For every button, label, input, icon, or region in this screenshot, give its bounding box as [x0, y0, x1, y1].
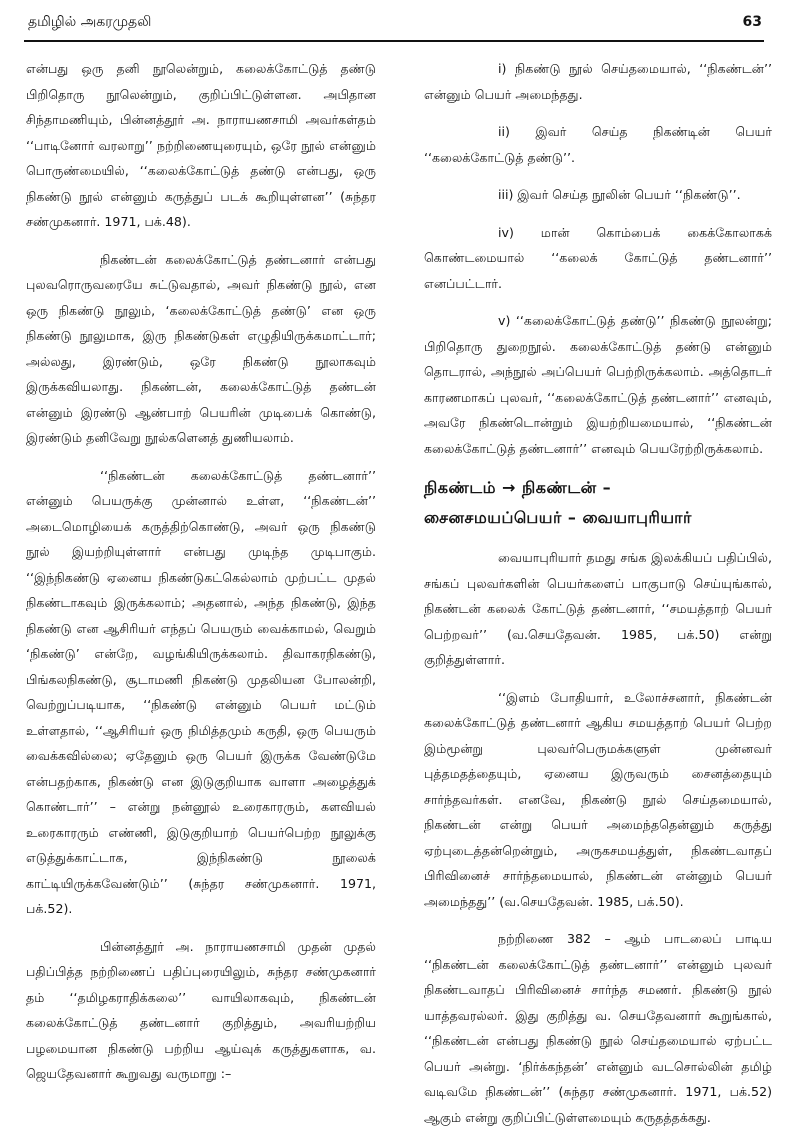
list-item-i: i) நிகண்டு நூல் செய்தமையால், ‘‘நிகண்டன்’’ என்னும் பெயர் அமைந்தது. [424, 61, 772, 102]
right-column [424, 56, 772, 1142]
section-heading-line-1: நிகண்டம் → நிகண்டன் – [424, 478, 612, 497]
section-heading-line-2: சைனசமயப்பெயர் – வையாபுரியார் [424, 508, 692, 527]
paragraph: நிகண்டன் கலைக்கோட்டுத் தண்டனார் என்பது புலவரொருவரையே சுட்டுவதால், அவர் நிகண்டு நூல், என ஒரு நிகண்டு நூலும், ‘கலைக்கோட்டுத் தண்டு’ என ஒரு நிகண்டு நூலுமாக, இரு நிகண்டுகள் எழுதியிருக்கமாட்டார்; அல்லது, இரண்டும், ஒரே நிகண்டு நூலாகவும் இருக்கவியலாது. நிகண்டன், கலைக்கோட்டுத் தண்டன் என்னும் இரண்டு ஆண்பாற் பெயரின் முடிபைக் கொண்டு, இரண்டும் தனிவேறு நூல்களெனத் துணியலாம். [26, 251, 376, 445]
page-header [24, 8, 764, 42]
paragraph: பின்னத்தூர் அ. நாராயணசாமி முதன் முதல் பதிப்பித்த நற்றிணைப் பதிப்புரையிலும், சுந்தர சண்முகனார் தம் ‘‘தமிழகராதிக்கலை’’ வாயிலாகவும், நிகண்டன் கலைக்கோட்டுத் தண்டனார் குறித்தும், அவரியற்றிய பழமையான நிகண்டு பற்றிய ஆய்வுக் கருத்துகளாக, வ. ஜெயதேவனார் கூறுவது வருமாறு :– [26, 938, 376, 1081]
paragraph-quote: ‘‘இளம் போதியார், உலோச்சனார், நிகண்டன் கலைக்கோட்டுத் தண்டனார் ஆகிய சமயத்தாற் பெயர் பெற்ற இம்மூன்று புலவர்பெருமக்களுள் முன்னவர் புத்தமதத்தையும், ஏனைய இருவரும் சைனத்தையும் சார்ந்தவர்கள். எனவே, நிகண்டு நூல் செய்தமையால், நிகண்டன் என்று பெயர் அமைந்ததென்னும் கருத்து ஏற்புடைத்தன்றென்றும், அருகசமயத்துள், நிகண்டவாதப் பிரிவினைச் சார்ந்தமையால், நிகண்டன் என்னும் பெயர் அமைந்தது’’ (வ.செயதேவன். 1985, பக்.50). [424, 689, 772, 909]
paragraph: ‘‘நிகண்டன் கலைக்கோட்டுத் தண்டனார்’’ என்னும் பெயருக்கு முன்னால் உள்ள, ‘‘நிகண்டன்’’ அடைமொழியைக் கருத்திற்கொண்டு, அவர் ஒரு நிகண்டு நூல் இயற்றியுள்ளார் என்பது முடிந்த முடிபாகும். ‘‘இந்நிகண்டு ஏனைய நிகண்டுகட்கெல்லாம் முற்பட்ட முதல் நிகண்டாகவும் இருக்கலாம்; அதனால், அந்த நிகண்டு, இந்த நிகண்டு என ஆசிரியர் எந்தப் பெயரும் வைக்காமல், வெறும் ‘நிகண்டு’ என்றே, வழங்கியிருக்கலாம். திவாகரநிகண்டு, பிங்கலநிகண்டு, சூடாமணி நிகண்டு முதலியன போலன்றி, வெற்றுப்படியாக, ‘‘நிகண்டு என்னும் பெயர் மட்டும் உள்ளதால், ‘‘ஆசிரியர் ஒரு நிமித்தமும் கருதி, ஒரு பெயரும் வைக்கவில்லை; ஏதேனும் ஒரு பெயர் இருக்க வேண்டுமே என்பதற்காக, நிகண்டு என இடுகுறியாக வாளா அழைத்துக் கொண்டார்’’ – என்று நன்னூல் உரைகாரரும், களவியல் உரைகாரரும் எண்ணி, இடுகுறியாற் பெயர்பெற்ற நூலுக்கு எடுத்துக்காட்டாக, இந்நிகண்டு நூலைக் காட்டியிருக்கவேண்டும்’’ (சுந்தர சண்முகனார். 1971, பக்.52). [26, 467, 376, 916]
paragraph-continuation: என்பது ஒரு தனி நூலென்றும், கலைக்கோட்டுத் தண்டு பிறிதொரு நூலென்றும், குறிப்பிட்டுள்ளன. அபிதான சிந்தாமணியும், பின்னத்தூர் அ. நாராயணசாமி அவர்கள்தம் ‘‘பாடினோர் வரலாறு’’ நற்றிணையுரையும், ஒரே நூல் என்னும் பொருண்மையில், ‘‘கலைக்கோட்டுத் தண்டு என்பது, ஒரு நிகண்டு நூல் என்னும் கருத்துப் படக் கூறியுள்ளன’’ (சுந்தர சண்முகனார். 1971, பக்.48). [26, 61, 376, 229]
section-heading [424, 473, 772, 533]
list-item-iii: iii) இவர் செய்த நூலின் பெயர் ‘‘நிகண்டு’’. [498, 187, 741, 202]
running-title: தமிழில் அகரமுதலி [28, 14, 152, 30]
list-item-iv: iv) மான் கொம்பைக் கைக்கோலாகக் கொண்டமையால் ‘‘கலைக் கோட்டுத் தண்டனார்’’ எனப்பட்டார். [424, 224, 772, 291]
list-item-ii: ii) இவர் செய்த நிகண்டின் பெயர் ‘‘கலைக்கோட்டுத் தண்டு’’. [424, 124, 772, 165]
list-item-v: v) ‘‘கலைக்கோட்டுத் தண்டு’’ நிகண்டு நூலன்று; பிறிதொரு துறைநூல். கலைக்கோட்டுத் தண்டு என்னும் தொடரால், அந்நூல் அப்பெயர் பெற்றிருக்கலாம். அத்தொடர் காரணமாகப் புலவர், ‘‘கலைக்கோட்டுத் தண்டனார்’’ எனவும், அவரே நிகண்டொன்றும் இயற்றியமையால், ‘‘நிகண்டன் கலைக்கோட்டுத் தண்டனார்’’ எனவும் பெயரேற்றிருக்கலாம். [424, 313, 772, 456]
left-column [26, 56, 376, 1099]
page-number: 63 [742, 14, 762, 30]
paragraph: நற்றிணை 382 – ஆம் பாடலைப் பாடிய ‘‘நிகண்டன் கலைக்கோட்டுத் தண்டனார்’’ என்னும் புலவர் நிகண்டவாதப் பிரிவினைச் சார்ந்த சமணர். நிகண்டு நூல் யாத்தவரல்லர். இது குறித்து வ. செயதேவனார் கூறுங்கால், ‘‘நிகண்டன் என்பது நிகண்டு நூல் செய்தமையால் ஏற்பட்ட பெயர் அன்று. ‘நிர்க்கந்தன்’ என்னும் வடசொல்லின் தமிழ் வடிவமே நிகண்டன்’’ (சுந்தர சண்முகனார். 1971, பக்.52) ஆகும் என்று குறிப்பிட்டுள்ளமையும் கருதத்தக்கது. [424, 931, 772, 1125]
paragraph: வையாபுரியார் தமது சங்க இலக்கியப் பதிப்பில், சங்கப் புலவர்களின் பெயர்களைப் பாகுபாடு செய்யுங்கால், நிகண்டன் கலைக் கோட்டுத் தண்டனார், ‘‘சமயத்தாற் பெயர் பெற்றவர்’’ (வ.செயதேவன். 1985, பக்.50) என்று குறித்துள்ளார். [424, 550, 772, 667]
